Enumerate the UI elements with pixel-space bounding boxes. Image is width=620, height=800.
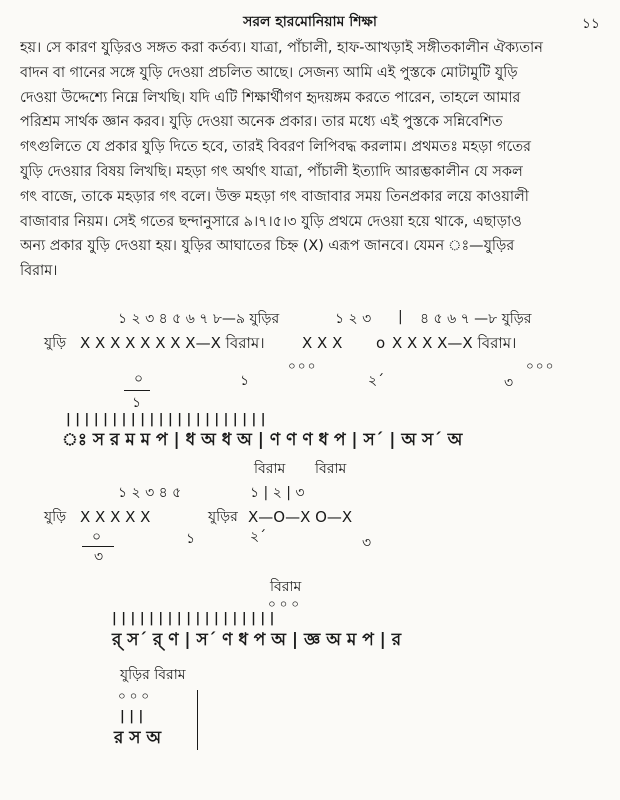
page-number: ১১ [581, 16, 600, 32]
juri-biram-label: যুড়ির বিরাম [120, 667, 186, 683]
juri-label: যুড়ি [44, 509, 67, 525]
juri-label: যুড়ি [44, 335, 67, 351]
dots-b: ০০০ [526, 359, 556, 373]
swara-row: র স অ [114, 728, 162, 748]
count-row-b: ১ | ২ | ৩ [250, 485, 305, 501]
tala-zero: ০ [134, 371, 144, 387]
tala-one-under: ১ [132, 395, 142, 411]
stroke-row-b: X X X [302, 334, 343, 352]
tala-zero: ০ [92, 529, 102, 545]
beat-ticks: | | | | | | | | | | | | | | | | | | | | | | [66, 412, 266, 427]
text-line: হয়। সে কারণ যুড়িরও সঙ্গত করা কর্তব্য। যাত্রা, পাঁচালী, হাফ-আখড়াই সঙ্গীতকালীন ঐক্যতান [20, 40, 543, 56]
stroke-row-a: X X X X X X X X—X বিরাম। [80, 334, 265, 352]
count-row-a: ১ ২ ৩ ৪ ৫ ৬ ৭ ৮—৯ যুড়ির [118, 311, 280, 327]
body-paragraph [20, 36, 605, 284]
text-line: বিরাম। [20, 263, 58, 280]
stroke-row-c: X X X X—X বিরাম। [392, 334, 517, 352]
page-header [0, 4, 620, 34]
stroke-row-b: X—O—X O—X [248, 508, 353, 526]
text-line: গৎ বাজে, তাকে মহড়ার গৎ বলে। উক্ত মহড়া গৎ বাজাবার সময় তিনপ্রকার লয়ে কাওয়ালী [20, 188, 529, 205]
tala-three: ৩ [504, 375, 514, 391]
tala-three-b: ৩ [362, 535, 372, 551]
text-line: অন্য প্রকার যুড়ি দেওয়া হয়। যুড়ির আঘাতের চিহ্ন (X) এরূপ জানবে। যেমন ঃ—যুড়ির [20, 238, 515, 255]
tala-two: ২´ [368, 373, 385, 389]
count-row-c: ৪ ৫ ৬ ৭ —৮ যুড়ির [420, 311, 532, 327]
tala-underline [82, 546, 114, 547]
swara-row: ঃ স র ম ম প | ধ অ ধ অ | ণ ণ ণ ধ প | স´ | অ স´ অ [62, 430, 463, 450]
count-divider: | [398, 309, 403, 325]
text-line: যুড়ি দেওয়ার বিষয় লিখছি। মহড়া গৎ অর্থাৎ যাত্রা, পাঁচালী ইত্যাদি আরম্ভকালীন যে সকল [20, 163, 523, 180]
dots: ০ ০ ০ [118, 689, 150, 703]
dots: ০ ০ ০ [268, 597, 300, 611]
text-line: পরিশ্রম সার্থক জ্ঞান করব। যুড়ি দেওয়া অনেক প্রকার। তার মধ্যে এই পুস্তকে সন্নিবেশিত [20, 114, 503, 131]
end-barline [197, 690, 198, 750]
text-line: বাজাবার নিয়ম। সেই গতের ছন্দানুসারে ৯।৭।৫।৩ যুড়ি প্রথমে দেওয়া হয়ে থাকে, এছাড়াও [20, 213, 522, 230]
tala-underline [124, 390, 150, 391]
count-row-a: ১ ২ ৩ ৪ ৫ [118, 485, 182, 501]
tala-one: ১ [240, 373, 250, 389]
count-row-b: ১ ২ ৩ [335, 311, 372, 327]
beat-ticks: | | | | | | | | | | | | | | | | | | [112, 611, 275, 626]
text-line: গৎগুলিতে যে প্রকার যুড়ি দিতে হবে, তারই বিবরণ লিপিবদ্ধ করলাম। প্রথমতঃ মহড়া গতের [20, 139, 531, 156]
juri-label-b: যুড়ির [208, 509, 238, 525]
tala-three-a: ৩ [94, 549, 104, 565]
tala-one: ১ [186, 531, 196, 547]
swara-row: র্ স´ র্ ণ | স´ ণ ধ প অ | জ্ঞ অ ম প | র [112, 630, 402, 650]
text-line: বাদন বা গানের সঙ্গে যুড়ি দেওয়া প্রচলিত আছে। সেজন্য আমি এই পুস্তকে মোটামুটি যুড়ি [20, 64, 518, 81]
biram-label-1: বিরাম [254, 461, 286, 477]
text-line: দেওয়া উদ্দেশ্যে নিম্নে লিখছি। যদি এটি শিক্ষার্থীগণ হৃদয়ঙ্গম করতে পারেন, তাহলে আমার [20, 89, 521, 106]
dots-a: ০০০ [288, 359, 318, 373]
tala-two: ২´ [250, 529, 267, 545]
biram-label-2: বিরাম [315, 461, 347, 477]
beat-ticks: | | | [120, 709, 144, 724]
zero-mark: o [376, 334, 386, 352]
page-title: সরল হারমোনিয়াম শিক্ষা [243, 14, 377, 30]
stroke-row-a: X X X X X [80, 508, 151, 526]
biram-label: বিরাম [270, 579, 302, 595]
